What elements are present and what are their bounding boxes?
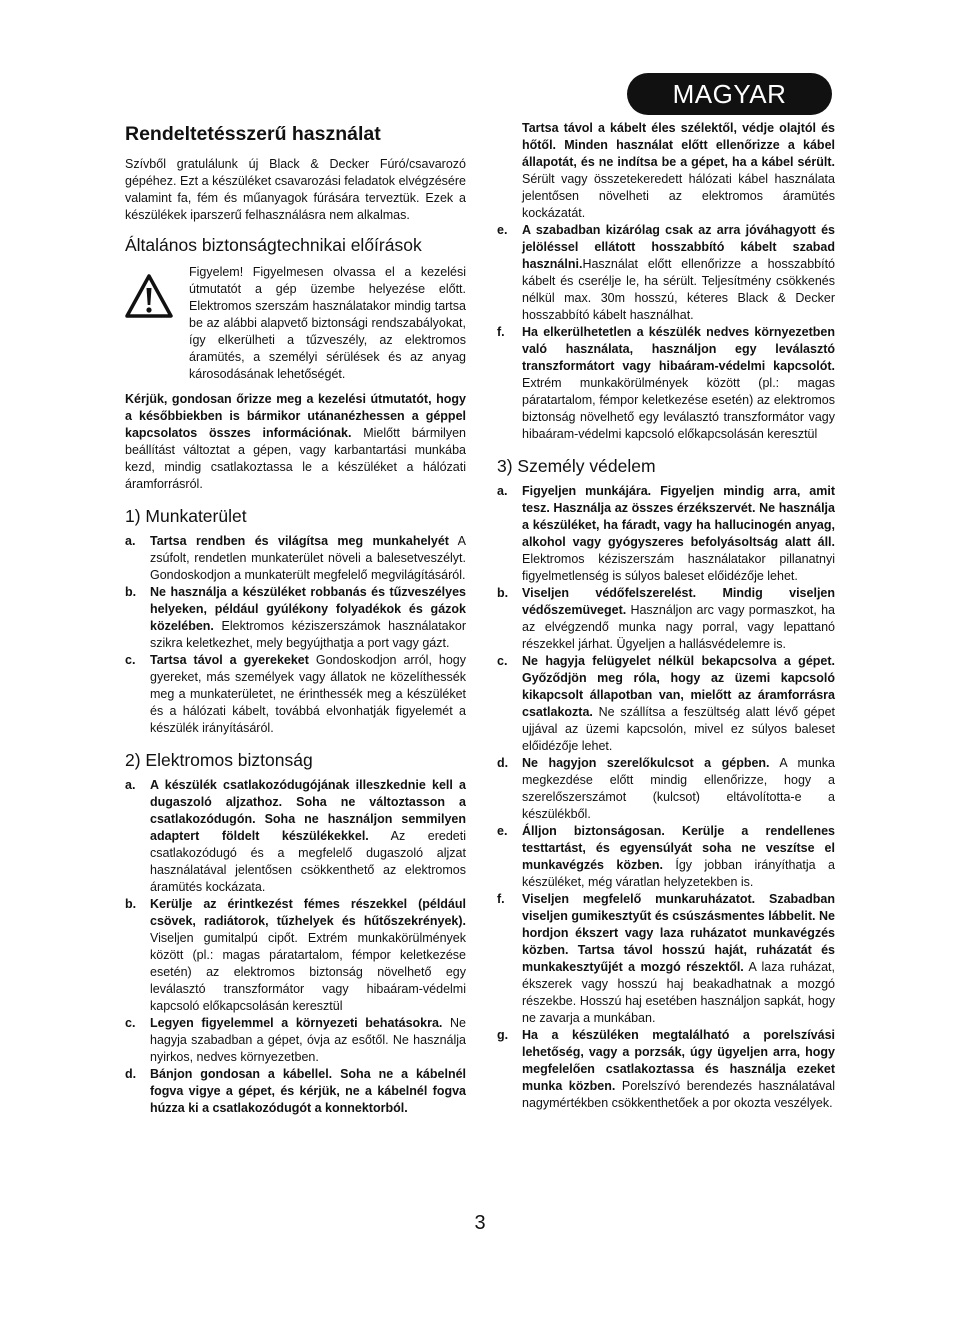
list-item-text: Használjon arc vagy pormaszkot, ha az elvégzendő munka nagy porral, vagy lepattanó részekkel járhat. Ügyeljen a hallásvédelemre is. bbox=[522, 603, 835, 651]
safety-heading: Általános biztonságtechnikai előírások bbox=[125, 235, 422, 255]
list-item-label: c. bbox=[125, 653, 136, 667]
list-item-bold: Ha elkerülhetetlen a készülék nedves környezetben való használata, használjon egy leválasztó transzformátort vagy hibaáram-védelmi kapcsolót. bbox=[522, 325, 835, 373]
list-item-text: Ne szállítsa a feszültség alatt lévő gépet ujjával az üzemi kapcsolón, mivel ez súlyos baleset előidézője lehet. bbox=[522, 705, 835, 753]
list-item-bold: Viseljen védőfelszerelést. Mindig viseljen védőszemüveget. bbox=[522, 586, 835, 617]
keep-manual-paragraph bbox=[125, 391, 466, 493]
list-item bbox=[497, 222, 835, 324]
warning-triangle-icon bbox=[125, 264, 179, 383]
list-item-text: Gondoskodjon arról, hogy gyereket, más személyek vagy állatok ne közelíthessék meg a munkaterületet, ne érinthessék meg a készüléket és a hálózati kábelt, továbbá elvonhatják figyelemét a készülék irányításáról. bbox=[150, 653, 466, 735]
list-item-text: Sérült vagy összetekeredett hálózati kábel használata jelentősen növelheti az elektromos áramütés kockázatát. bbox=[522, 172, 835, 220]
list-item-label: b. bbox=[125, 585, 137, 599]
list-item-label: f. bbox=[497, 892, 505, 906]
list-item-text: A zsúfolt, rendetlen munkaterület növeli a balesetveszélyt. Gondoskodjon a munkaterült megfelelő megvilágításáról. bbox=[150, 534, 467, 582]
list-item-body bbox=[522, 755, 835, 823]
list-item-text: Így jobban irányíthatja a készüléket, még váratlan helyzetekben is. bbox=[522, 858, 835, 889]
right-column bbox=[497, 120, 835, 1112]
list-item bbox=[497, 585, 835, 653]
list-item-text: Elektromos kéziszerszámok használatakor szikra keletkezhet, mely begyújthatja a port vagy gázt. bbox=[150, 619, 466, 650]
list-item bbox=[497, 755, 835, 823]
language-badge: MAGYAR bbox=[627, 73, 832, 115]
list-item-text: Az eredeti csatlakozódugó és a megfelelő dugaszoló aljzat használatával jelentősen csökkenthető az elektromos áramütés kockázata. bbox=[150, 829, 466, 894]
list-item-bold: Ne hagyja felügyelet nélkül bekapcsolva a gépet. Győződjön meg róla, hogy az üzemi kapcsoló kikapcsolt állapotban van, mielőtt az áramforrásra csatlakozta. bbox=[522, 654, 835, 719]
electrical-safety-list-continued bbox=[497, 120, 835, 443]
list-item-body bbox=[522, 585, 835, 653]
list-item-text: Viseljen gumitalpú cipőt. Extrém munkakörülmények között (pl.: magas páratartalom, fémpor keletkezése esetén) az elektromos biztonság növelhető egy leválasztó transzformátor vagy hibaáram-védelmi kapcsoló előkapcsolásán keresztül bbox=[150, 931, 466, 1013]
list-item bbox=[497, 1027, 835, 1112]
list-item-label: d. bbox=[497, 756, 509, 770]
section-title-intended-use: Rendeltetésszerű használat bbox=[125, 123, 381, 145]
list-item bbox=[125, 896, 466, 1015]
page-number: 3 bbox=[474, 1212, 486, 1234]
list-item-label: a. bbox=[125, 534, 136, 548]
list-item-body bbox=[522, 653, 835, 755]
list-item-label: a. bbox=[497, 484, 508, 498]
list-item-text: Extrém munkakörülmények között (pl.: magas páratartalom, fémpor keletkezése esetén) az elektromos biztonság növelhető egy leválasztó transzformátor vagy hibaáram-védelmi kapcsoló előkapcsolásán keresztül bbox=[522, 376, 835, 441]
list-item-body bbox=[522, 120, 835, 222]
list-item-bold: A készülék csatlakozódugójának illeszkednie kell a dugaszoló aljzathoz. Soha ne változtasson a csatlakozódugón. Soha ne használjon semmilyen adaptert földelt készülékekkel. bbox=[150, 778, 466, 843]
list-item-bold: Tartsa rendben és világítsa meg munkahelyét bbox=[150, 534, 449, 548]
electrical-safety-list bbox=[125, 777, 466, 1117]
list-item-text: A laza ruházat, ékszerek vagy hosszú haj beakadhatnak a mozgó részekbe. Hosszú haj esetében használjon sapkát, hogy ne zavarja a munkában. bbox=[522, 960, 835, 1025]
list-item-label: c. bbox=[497, 654, 508, 668]
list-item bbox=[125, 1066, 466, 1117]
list-item-bold: Ha a készüléken megtalálható a porelszívási lehetőség, vagy a porzsák, úgy ügyeljen arra, hogy megfelelően csatlakoztassa és használja ezeket munka közben. bbox=[522, 1028, 835, 1093]
list-item-body bbox=[150, 584, 466, 652]
list-item-body bbox=[522, 823, 835, 891]
list-item-bold: Álljon biztonságosan. Kerülje a rendellenes testtartást, és egyensúlyát soha ne veszítse el munkavégzés közben. bbox=[522, 824, 835, 872]
list-item bbox=[497, 483, 835, 585]
warning-block bbox=[125, 264, 466, 383]
list-item-body bbox=[522, 483, 835, 585]
list-item-bold: Tartsa távol a kábelt éles szélektől, védje olajtól és hőtől. Minden használat előtt ellenőrizze a kábel állapotát, és ne indítsa be a gépet, ha a kábel sérült. bbox=[522, 121, 835, 169]
list-item-label: e. bbox=[497, 824, 508, 838]
list-item-body bbox=[150, 652, 466, 737]
list-item bbox=[497, 891, 835, 1027]
section-heading-personal-safety: 3) Személy védelem bbox=[497, 456, 656, 476]
list-item-bold: Legyen figyelemmel a környezeti behatásokra. bbox=[150, 1016, 443, 1030]
list-item bbox=[125, 584, 466, 652]
warning-text: Figyelem! Figyelmesen olvassa el a kezelési útmutatót a gép üzembe helyezése előtt. Elektromos szerszám használatakor mindig tartsa be az alábbi alapvető biztonsági rendszabályokat, így elkerülheti a tűzveszély, az elektromos áramütés, a személyi sérülések és az anyag károsodásának lehetőségét. bbox=[189, 265, 466, 381]
list-item bbox=[497, 823, 835, 891]
list-item bbox=[497, 653, 835, 755]
list-item-body bbox=[150, 1066, 466, 1117]
list-item-text: Elektromos kéziszerszám használatakor pillanatnyi figyelmetlenség is súlyos baleset előidézője lehet. bbox=[522, 552, 835, 583]
list-item-body bbox=[150, 777, 466, 896]
list-item-label: e. bbox=[497, 223, 508, 237]
personal-safety-list bbox=[497, 483, 835, 1112]
list-item-label: a. bbox=[125, 778, 136, 792]
list-item-body bbox=[150, 533, 466, 584]
list-item-bold: Viseljen megfelelő munkaruházatot. Szabadban viseljen gumikesztyűt és csúszásmentes lábbelit. Ne hordjon ékszert vagy laza ruházatot munkavégzés közben. Tartsa távol hosszú haját, ruházatát és munkakesztyűjét a mozgó részektől. bbox=[522, 892, 835, 974]
list-item-body bbox=[522, 324, 835, 443]
list-item-bold: Kerülje az érintkezést fémes részekkel (például csövek, radiátorok, tűzhelyek és hűtőszekrények). bbox=[150, 897, 466, 928]
section-heading-electrical-safety: 2) Elektromos biztonság bbox=[125, 750, 313, 770]
intro-paragraph: Szívből gratulálunk új Black & Decker Fúró/csavarozó gépéhez. Ezt a készüléket csavarozási feladatok elvégzésére valamint fa, fém és műanyagok fúrására terveztük. Ezek a készülékek iparszerű felhasználásra nem alkalmas. bbox=[125, 157, 466, 222]
list-item bbox=[497, 324, 835, 443]
list-item-label: f. bbox=[497, 325, 505, 339]
list-item-label: b. bbox=[125, 897, 137, 911]
list-item-text: Porelszívó berendezés használatával nagymértékben csökkenthetőek a por okozta veszélyek. bbox=[522, 1079, 836, 1110]
keep-manual-bold: Kérjük, gondosan őrizze meg a kezelési útmutatót, hogy a későbbiekben is bármikor utánanézhessen a géppel kapcsolatos összes információnak. bbox=[125, 392, 466, 440]
list-item-body bbox=[522, 1027, 835, 1112]
list-item-bold: Figyeljen munkájára. Figyeljen mindig arra, amit tesz. Használja az összes érzékszervét. Ne használja a készüléket, ha fáradt, vagy ha hallucinogén anyag, alkohol vagy gyógyszeres befolyásoltság alatt áll. bbox=[522, 484, 835, 549]
list-item-bold: Ne hagyjon szerelőkulcsot a gépben. bbox=[522, 756, 770, 770]
list-item-label: d. bbox=[125, 1067, 137, 1081]
list-item bbox=[125, 652, 466, 737]
list-item-body bbox=[522, 891, 835, 1027]
list-item-text: Ne hagyja szabadban a gépet, óvja az esőtől. Ne használja nyirkos, nedves környezetben. bbox=[150, 1016, 467, 1064]
list-item-body bbox=[150, 896, 466, 1015]
list-item-text: A munka megkezdése előtt mindig ellenőrizze, hogy a szerelőszerszámot (kulcsot) eltávolította-e a készülékből. bbox=[522, 756, 835, 821]
list-item bbox=[125, 777, 466, 896]
list-item-bold: A szabadban kizárólag csak az arra jóváhagyott és jelöléssel ellátott hosszabbító kábelt szabad használni. bbox=[522, 223, 835, 271]
list-item-text: Használat előtt ellenőrizze a hosszabbító kábelt és cserélje le, ha sérült. Teljesítmény csökkenés nélkül max. 30m hosszú, kéteres Black & Decker hosszabbító kábelt használhat. bbox=[522, 257, 835, 322]
list-item-bold: Bánjon gondosan a kábellel. Soha ne a kábelnél fogva vigye a gépet, és kérjük, ne a kábelnél fogva húzza ki a csatlakozódugót a konnektorból. bbox=[150, 1067, 466, 1115]
list-item-label: g. bbox=[497, 1028, 509, 1042]
list-item-label: b. bbox=[497, 586, 509, 600]
list-item-bold: Tartsa távol a gyerekeket bbox=[150, 653, 309, 667]
list-item-body bbox=[522, 222, 835, 324]
left-column bbox=[125, 120, 466, 1117]
list-item bbox=[125, 533, 466, 584]
section-heading-work-area: 1) Munkaterület bbox=[125, 506, 247, 526]
list-item-body bbox=[150, 1015, 466, 1066]
keep-manual-text: Mielőtt bármilyen beállítást változtat a gépen, vagy karbantartási munkába kezd, mindig csatlakoztassa le a készüléket a hálózati áramforrásról. bbox=[125, 426, 466, 491]
list-item-label: c. bbox=[125, 1016, 136, 1030]
list-item bbox=[125, 1015, 466, 1066]
list-item-bold: Ne használja a készüléket robbanás és tűzveszélyes helyeken, például gyúlékony folyadékok és gázok közelében. bbox=[150, 585, 466, 633]
list-item-label bbox=[497, 120, 522, 222]
list-item bbox=[497, 120, 835, 222]
work-area-list bbox=[125, 533, 466, 737]
